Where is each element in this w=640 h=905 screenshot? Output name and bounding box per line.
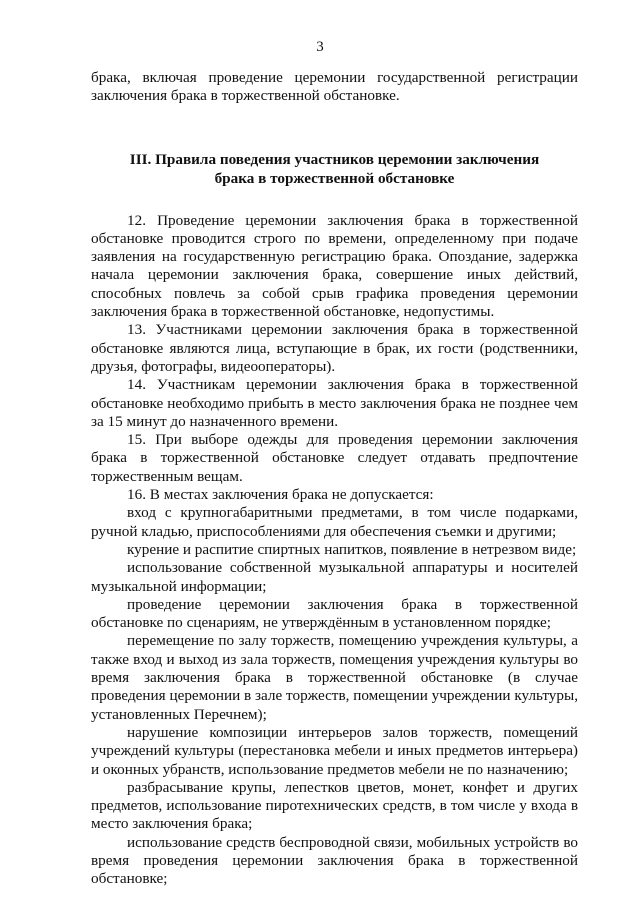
list-item-unapproved-scenarios: проведение церемонии заключения брака в торжественной обстановке по сценариям, не утверждённым в установленном порядке; <box>91 595 578 632</box>
section-title-line-2: брака в торжественной обстановке <box>214 169 455 187</box>
list-item-bulky-items: вход с крупногабаритными предметами, в том числе подарками, ручной кладью, приспособлениями для обеспечения съемки и другими; <box>91 504 578 540</box>
list-item-smoking: курение и распитие спиртных напитков, появление в нетрезвом виде; <box>127 540 577 558</box>
paragraph-15: 15. При выборе одежды для проведения церемонии заключения брака в торжественной обстановке следует отдавать предпочтение торжественным вещам. <box>91 431 578 485</box>
list-item-throwing: разбрасывание крупы, лепестков цветов, монет, конфет и других предметов, использование пиротехнических средств, в том числе у входа в место заключения брака; <box>91 778 578 833</box>
paragraph-12: 12. Проведение церемонии заключения брака в торжественной обстановке проводится строго по времени, определенному при подаче заявления на государственную регистрацию брака. Опоздание, задержка начала церемонии заключения брака, совершение иных действий, способных повлечь за собой срыв графика проведения церемонии заключения брака в торжественной обстановке, недопустимы. <box>91 211 578 321</box>
page-number: 3 <box>316 39 324 55</box>
list-item-movement: перемещение по залу торжеств, помещению учреждения культуры, а также вход и выход из зала торжеств, помещения учреждения культуры во время заключения брака в торжественной обстановке (в случае проведения церемонии в зале торжеств, помещении учреждении культуры, установленных Перечнем); <box>91 632 578 723</box>
section-title <box>91 150 578 188</box>
list-item-interior: нарушение композиции интерьеров залов торжеств, помещений учреждений культуры (перестановка мебели и иных предметов интерьера) и оконных убранств, использование предметов мебели не по назначению; <box>91 723 578 778</box>
paragraph-16: 16. В местах заключения брака не допускается: <box>127 486 434 504</box>
list-item-wireless: использование средств беспроводной связи, мобильных устройств во время проведения церемонии заключения брака в торжественной обстановке; <box>91 833 578 888</box>
paragraph-14: 14. Участникам церемонии заключения брака в торжественной обстановке необходимо прибыть в место заключения брака не позднее чем за 15 минут до назначенного времени. <box>91 376 578 430</box>
section-title-line-1: III. Правила поведения участников церемонии заключения <box>129 150 540 168</box>
intro-paragraph: брака, включая проведение церемонии государственной регистрации заключения брака в торжественной обстановке. <box>91 69 578 105</box>
paragraph-13: 13. Участниками церемонии заключения брака в торжественной обстановке являются лица, вступающие в брак, их гости (родственники, друзья, фотографы, видеооператоры). <box>91 321 578 375</box>
list-item-own-music: использование собственной музыкальной аппаратуры и носителей музыкальной информации; <box>91 559 578 595</box>
document-body <box>91 69 578 889</box>
